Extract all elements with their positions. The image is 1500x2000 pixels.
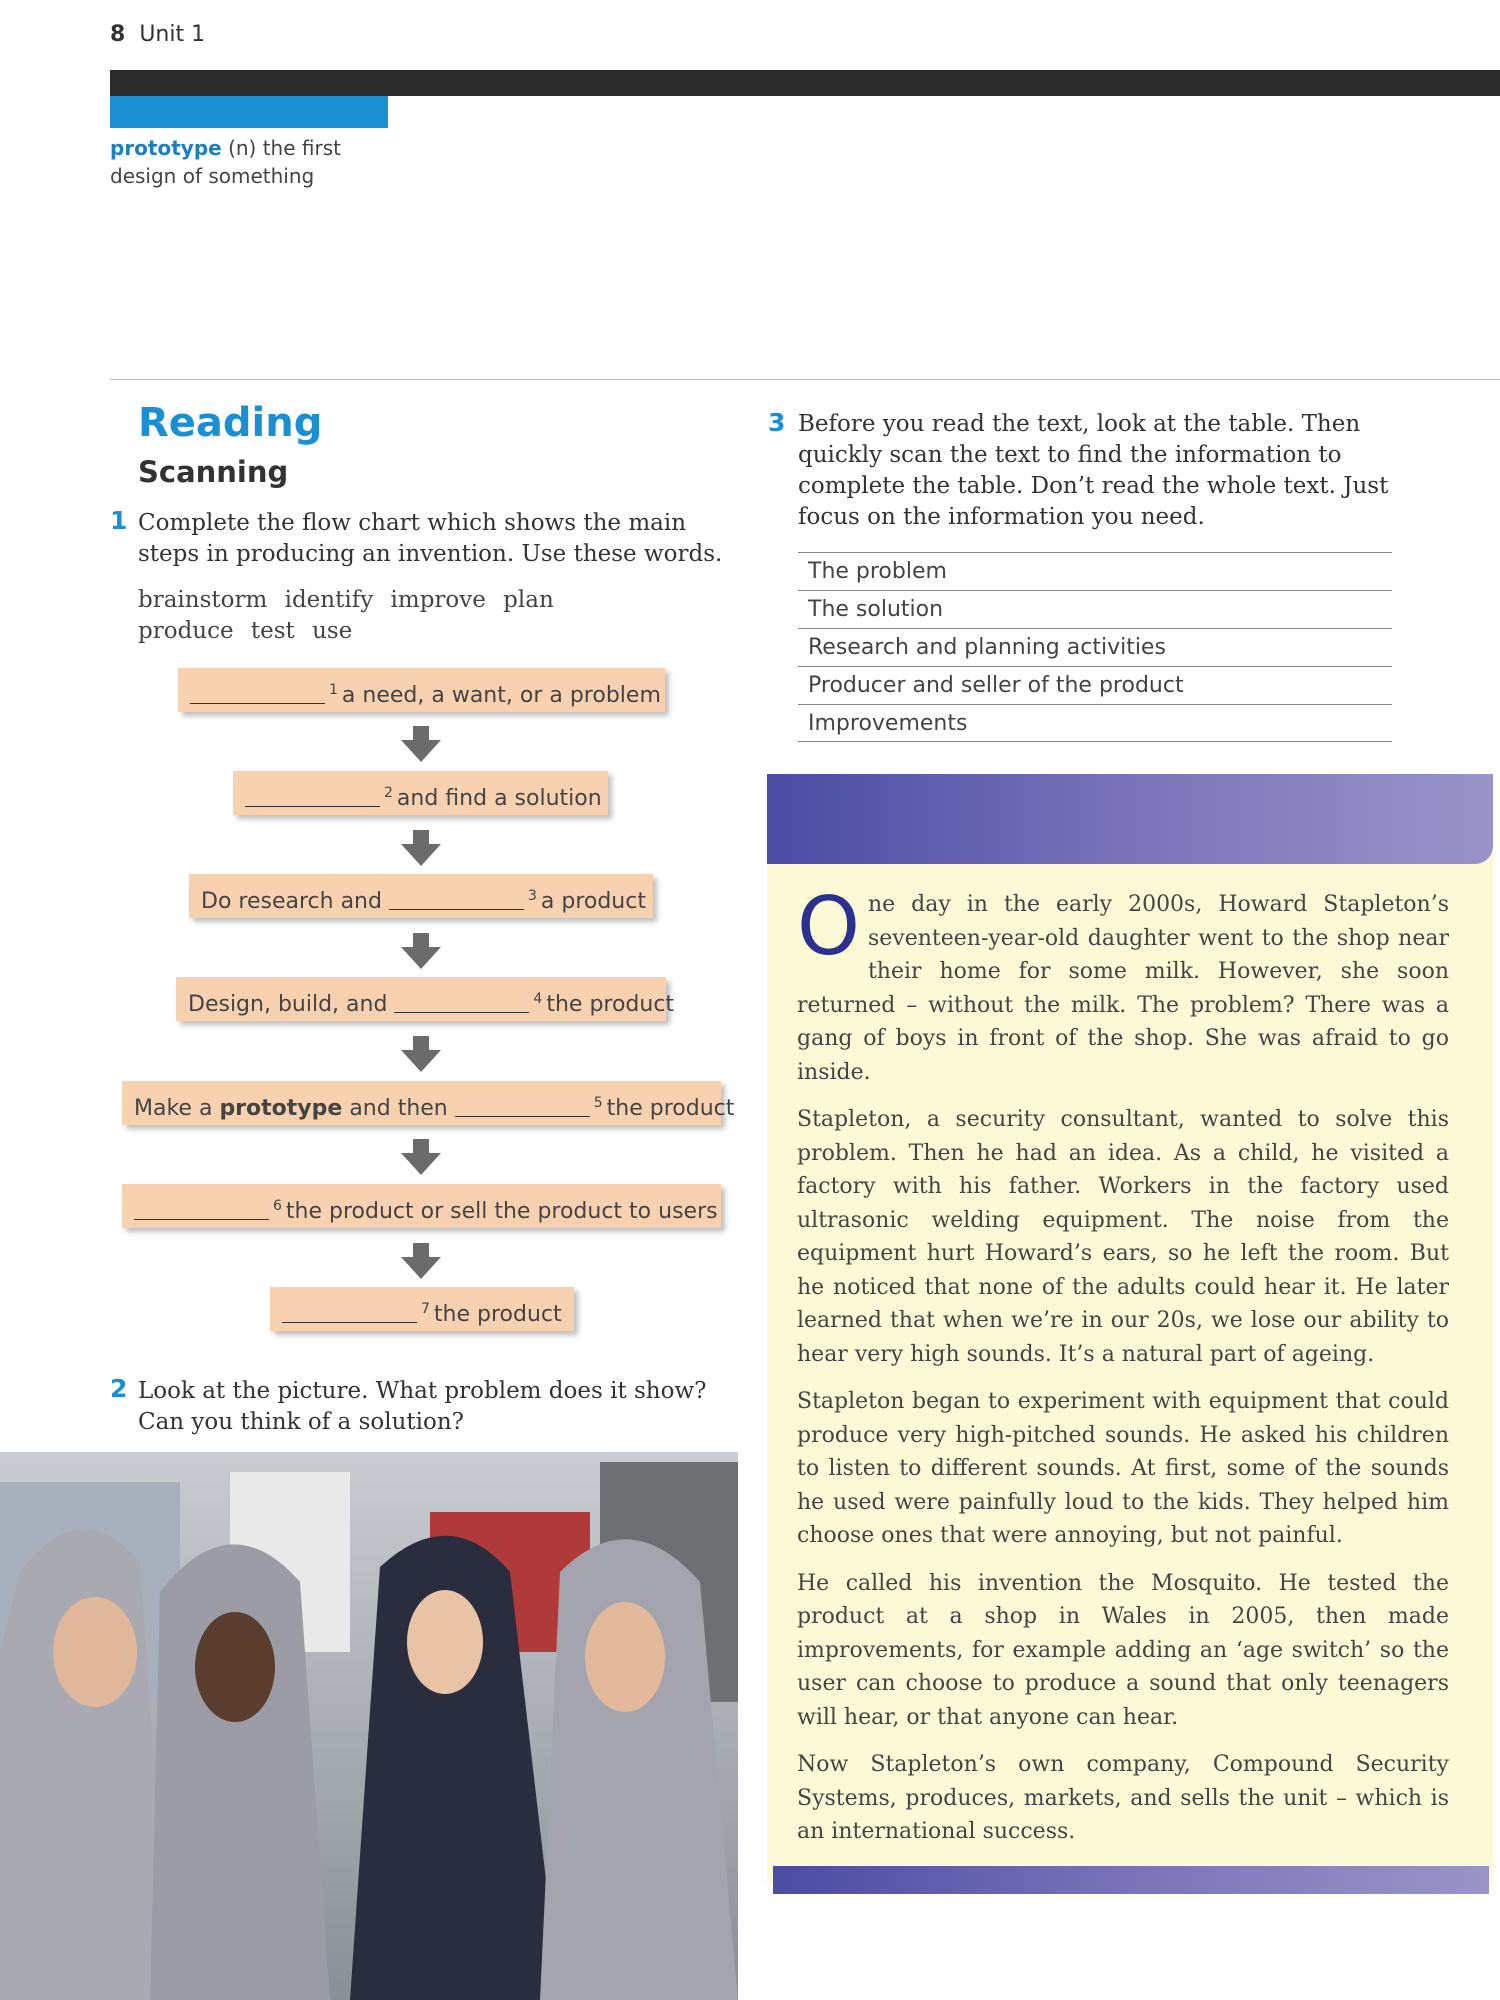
section-title: Reading	[138, 400, 323, 446]
table-row[interactable]: The solution	[798, 590, 1392, 628]
answer-blank[interactable]	[394, 988, 529, 1013]
answer-blank[interactable]	[455, 1092, 590, 1117]
word-bank: brainstorm identify improve plan produce test use	[138, 587, 554, 644]
article-paragraph: Stapleton, a security consultant, wanted to solve this problem. Then he had an idea. As a child, he visited a factory with his father. Workers in the factory used ultrasonic welding equipment. The noise from the equipment hurt Howard’s ears, so he left the room. But he noticed that none of the adults could hear it. He later learned that when we’re in our 20s, we lose our ability to hear very high sounds. It’s a natural part of ageing.	[797, 1107, 1449, 1367]
exercise1-instruction: Complete the flow chart which shows the main steps in producing an invention. Use these words.	[138, 510, 723, 567]
article-body	[797, 880, 1449, 1863]
down-arrow-icon	[401, 933, 441, 969]
drop-cap: O	[797, 880, 860, 973]
unit-label: Unit 1	[139, 22, 206, 47]
flow-step-7: $^7$ the product	[270, 1287, 574, 1331]
glossary-pos: (n)	[228, 136, 257, 160]
exercise2-instruction: Look at the picture. What problem does it show? Can you think of a solution?	[138, 1378, 707, 1435]
flow-step-1: $^1$ a need, a want, or a problem	[178, 668, 665, 712]
glossary-definition: the first design of something	[110, 136, 341, 188]
article-paragraph: One day in the early 2000s, Howard Stapleton’s seventeen-year-old daughter went to the shop near their home for some milk. However, she soon returned – without the milk. The problem? There was a gang of boys in front of the shop. She was afraid to go inside.	[797, 880, 1449, 1085]
section-divider	[110, 379, 1500, 380]
flow-step-2: $^2$ and find a solution	[233, 771, 608, 815]
answer-blank[interactable]	[245, 782, 380, 807]
down-arrow-icon	[401, 1139, 441, 1175]
glossary-note	[110, 134, 410, 190]
flow-step-3: Do research and $^3$ a product	[189, 874, 653, 918]
article-footer-band	[773, 1866, 1489, 1894]
article-header-band	[767, 774, 1493, 864]
exercise1-number: 1	[110, 506, 128, 535]
answer-blank[interactable]	[389, 885, 524, 910]
flow-step-5: Make a prototype and then $^5$ the product	[122, 1081, 721, 1125]
page-header	[110, 22, 205, 47]
glossary-term: prototype	[110, 136, 222, 160]
table-row[interactable]: Producer and seller of the product	[798, 666, 1392, 704]
article-paragraph: Now Stapleton’s own company, Compound Security Systems, produces, markets, and sells the unit – which is an international success.	[797, 1752, 1449, 1844]
page-number: 8	[110, 22, 126, 47]
header-bar	[110, 70, 1500, 96]
flow-step-4: Design, build, and $^4$ the product	[176, 977, 666, 1021]
down-arrow-icon	[401, 1243, 441, 1279]
answer-table	[798, 552, 1392, 742]
down-arrow-icon	[401, 830, 441, 866]
table-row[interactable]: Research and planning activities	[798, 628, 1392, 666]
down-arrow-icon	[401, 1036, 441, 1072]
glossary-tab	[110, 96, 388, 128]
teenagers-photo	[0, 1452, 738, 2000]
section-subtitle: Scanning	[138, 455, 289, 489]
flow-step-6: $^6$ the product or sell the product to users	[122, 1184, 721, 1228]
answer-blank[interactable]	[134, 1195, 269, 1220]
table-row[interactable]: Improvements	[798, 704, 1392, 742]
down-arrow-icon	[401, 726, 441, 762]
article-paragraph: He called his invention the Mosquito. He tested the product at a shop in Wales in 2005, then made improvements, for example adding an ‘age switch’ so the user can choose to produce a sound that only teenagers will hear, or that anyone can hear.	[797, 1570, 1449, 1730]
exercise2-number: 2	[110, 1374, 128, 1403]
exercise3-number: 3	[768, 408, 786, 437]
answer-blank[interactable]	[190, 679, 325, 704]
article-paragraph: Stapleton began to experiment with equipment that could produce very high-pitched sounds. He asked his children to listen to different sounds. At first, some of the sounds he used were painfully loud to the kids. They helped him choose ones that were annoying, but not painful.	[797, 1389, 1449, 1548]
table-row[interactable]: The problem	[798, 552, 1392, 590]
exercise3-instruction: Before you read the text, look at the table. Then quickly scan the text to find the information to complete the table. Don’t read the whole text. Just focus on the information you need.	[798, 411, 1389, 530]
answer-blank[interactable]	[282, 1298, 417, 1323]
